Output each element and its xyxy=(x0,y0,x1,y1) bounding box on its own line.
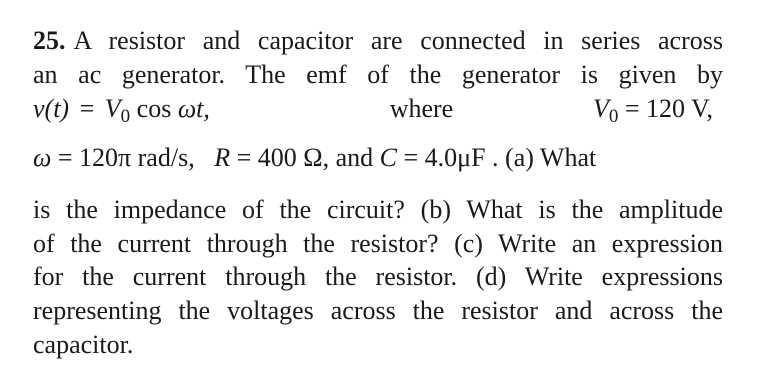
problem-line-8: representing the voltages across the resistor and across the xyxy=(33,296,723,325)
problem-line-1 xyxy=(33,26,723,56)
v0-symbol: V xyxy=(592,94,609,123)
problem-number: 25. xyxy=(33,26,66,55)
part-a-start: . (a) What xyxy=(492,143,597,172)
emf-amplitude-subscript: 0 xyxy=(120,106,131,127)
capacitance-symbol: C xyxy=(379,143,397,172)
problem-line-5: is the impedance of the circuit? (b) What is the amplitude xyxy=(33,195,723,224)
problem-line-2: an ac generator. The emf of the generator is given by xyxy=(33,60,723,89)
problem-text-line-1: A resistor and capacitor are connected in series across xyxy=(73,26,723,55)
emf-cos: cos xyxy=(136,94,172,123)
resistance-value: = 400 Ω xyxy=(236,143,323,172)
emf-argument: ωt, xyxy=(177,94,210,123)
and-connector: , and xyxy=(322,143,374,172)
emf-amplitude-symbol: V xyxy=(104,94,121,123)
problem-line-7: for the current through the resistor. (d) Write expressions xyxy=(33,262,723,291)
capacitance-value: = 4.0μF xyxy=(403,143,486,172)
omega-value: = 120π rad/s, xyxy=(57,143,195,172)
emf-equals: = xyxy=(79,94,95,123)
omega-symbol: ω xyxy=(33,143,52,172)
emf-lhs: v(t) xyxy=(33,94,70,123)
emf-equation xyxy=(33,94,210,132)
v0-amount: = 120 V, xyxy=(624,94,713,123)
where-word: where xyxy=(389,94,454,123)
problem-line-9: capacitor. xyxy=(33,330,134,359)
problem-line-4 xyxy=(33,143,723,173)
problem-line-6: of the current through the resistor? (c) Write an expression xyxy=(33,229,723,258)
v0-subscript: 0 xyxy=(608,106,619,127)
v0-value xyxy=(593,94,713,132)
problem-line-3 xyxy=(33,94,723,132)
resistance-symbol: R xyxy=(214,143,231,172)
